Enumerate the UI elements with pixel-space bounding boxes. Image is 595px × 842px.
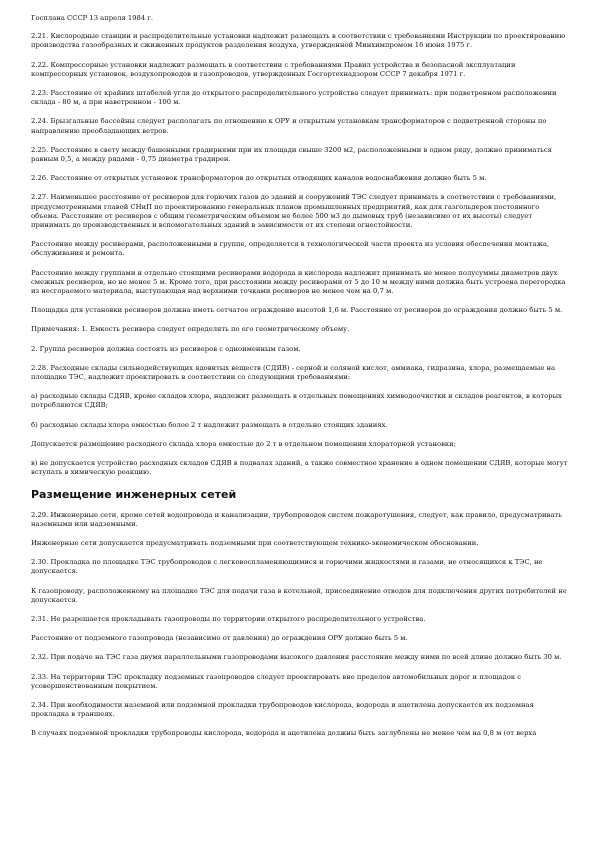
paragraph: Примечания: 1. Емкость ресивера следует определять по его геометрическому объему. xyxy=(31,325,350,334)
section-b xyxy=(31,511,569,739)
paragraph: 2.30. Прокладка по площадке ТЭС трубопроводов с легковоспламеняющимися и горючими жидкостями и газами, не относящихся к ТЭС, не допускается. xyxy=(31,558,543,576)
paragraph: 2.32. При подаче на ТЭС газа двумя параллельными газопроводами высокого давления расстояние между ними по всей длине должно быть 30 м. xyxy=(31,653,562,662)
paragraph: 2.23. Расстояние от крайних штабелей угля до открытого распределительного устройства следует принимать: при подветренном расположении склада - 80 м, а при наветренном - 100 м. xyxy=(31,89,557,107)
section-a xyxy=(31,32,569,477)
paragraph: Инженерные сети допускается предусматривать подземными при соответствующем технико-экономическом обосновании. xyxy=(31,538,479,547)
paragraph: 2.33. На территории ТЭС прокладку подземных газопроводов следует проектировать вне пределов автомобильных дорог и площадок с усовершенствованным покрытием. xyxy=(31,672,522,690)
paragraph: 2.24. Брызгальные бассейны следует располагать по отношению к ОРУ и открытым установкам трансформаторов с подветренной стороны по направлению преобладающих ветров. xyxy=(31,117,547,135)
paragraph: 2. Группа ресиверов должна состоять из ресиверов с одноименным газом. xyxy=(31,344,301,353)
document-page xyxy=(31,14,569,749)
paragraph: 2.31. Не разрешается прокладывать газопроводы по территории открытого распределительного устройства. xyxy=(31,614,426,623)
section-heading: Размещение инженерных сетей xyxy=(31,487,237,501)
paragraph: 2.34. При необходимости наземной или подземной прокладки трубопроводов кислорода, водорода и ацетилена допускается их подземная прокладка в траншеях. xyxy=(31,700,534,719)
paragraph: 2.27. Наименьшее расстояние от ресиверов для горючих газов до зданий и сооружений ТЭС следует принимать в соответствии с требованиями, предусмотренными главой СНиП по проектированию генеральных планов промышленных предприятий, как для газгольдеров постоянного объема. Расстояние от ресиверов с общим геометрическим объемом не более 500 м3 до дымовых труб (независимо от их высоты) следует принимать до производственных и вспомогательных зданий в зависимости от их степени огнестойкости. xyxy=(31,193,557,230)
paragraph: Площадка для установки ресиверов должна иметь сетчатое ограждение высотой 1,6 м. Расстояние от ресиверов до ограждения должно быть 5 м. xyxy=(31,306,563,315)
paragraph: К газопроводу, расположенному на площадке ТЭС для подачи газа в котельной, присоединение отводов для подключения других потребителей не допускается. xyxy=(31,586,567,604)
paragraph: Расстояние между ресиверами, расположенными в группе, определяется в технологической части проекта из условия обеспечения монтажа, обслуживания и ремонта. xyxy=(31,240,550,258)
paragraph: Расстояние от подземного газопровода (независимо от давления) до ограждения ОРУ должно быть 5 м. xyxy=(31,634,408,643)
paragraph: 2.22. Компрессорные установки надлежит размещать в соответствии с требованиями Правил устройства и безопасной эксплуатации компрессорных установок, воздухопроводов и газопроводов, утвержденных Госгортехнадзором СССР 7 декабря 1971 г. xyxy=(31,60,516,78)
paragraph: 2.21. Кислородные станции и распределительные установки надлежит размещать в соответствии с требованиями Инструкции по проектированию производства газообразных и сжиженных продуктов разделения воздуха, утвержденной Минхимпромом 16 июня 1975 г. xyxy=(31,32,566,50)
paragraph: 2.26. Расстояние от открытых установок трансформаторов до открытых отводящих каналов водоснабжения должно быть 5 м. xyxy=(31,174,487,183)
paragraph: Расстояние между группами и отдельно стоящими ресиверами водорода и кислорода надлежит принимать не менее полусуммы диаметров двух смежных ресиверов, но не менее 5 м. Кроме того, при расстоянии между ресиверами от 5 до 10 м между ними должна быть устроена перегородка из несгораемого материала, выступающая над верхними точками ресиверов не менее чем на 0,7 м. xyxy=(31,268,566,296)
paragraph: а) расходные склады СДЯВ, кроме складов хлора, надлежит размещать в отдельных помещениях химводоочистки и складов реагентов, в которых потребляются СДЯВ; xyxy=(31,392,562,410)
paragraph: Допускается размещение расходного склада хлора емкостью до 2 т в отдельном помещении хлораторной установки; xyxy=(31,439,456,448)
paragraph: б) расходные склады хлора емкостью более 2 т надлежит размещать в отдельно стоящих зданиях. xyxy=(31,420,388,429)
top-line: Госплана СССР 13 апреля 1984 г. xyxy=(31,14,154,22)
paragraph: В случаях подземной прокладки трубопроводы кислорода, водорода и ацетилена должны быть заглублены не менее чем на 0,8 м (от верха xyxy=(31,729,537,738)
paragraph: 2.29. Инженерные сети, кроме сетей водопровода и канализации, трубопроводов систем пожаротушения, следует, как правило, предусматривать наземными или надземными. xyxy=(31,510,562,528)
paragraph: в) не допускается устройство расходных складов СДЯВ в подвалах зданий, а также совместное хранение в одном помещении СДЯВ, которые могут вступать в химическую реакцию. xyxy=(31,459,568,477)
paragraph: 2.25. Расстояние в свету между башенными градирнями при их площади свыше 3200 м2, расположенными в одном ряду, должно приниматься равным 0,5, а между рядами - 0,75 диаметра градирен. xyxy=(31,145,552,164)
paragraph: 2.28. Расходные склады сильнодействующих ядовитых веществ (СДЯВ) - серной и соляной кислот, аммиака, гидразина, хлора, размещаемые на площадке ТЭС, надлежит проектировать в соответствии со следующими требованиями: xyxy=(31,363,556,382)
